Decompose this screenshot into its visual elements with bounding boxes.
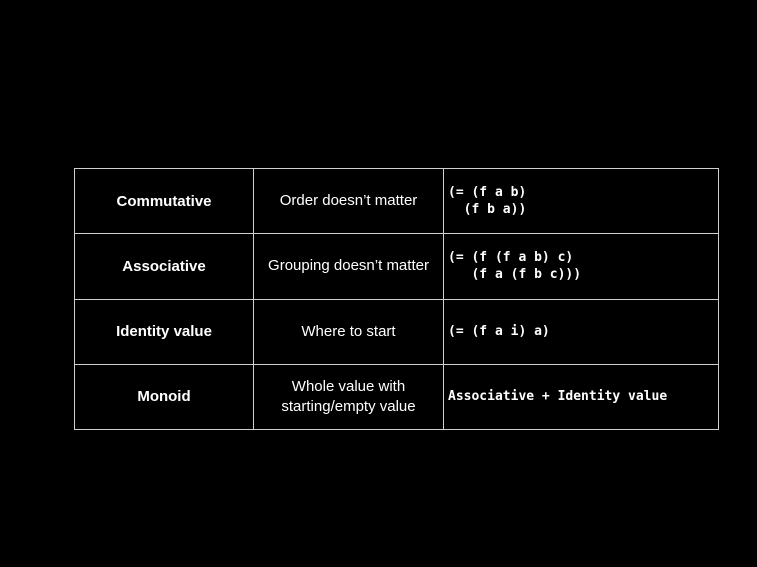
code-cell: [444, 364, 719, 429]
code-line: (f b a)): [448, 202, 527, 218]
table-row: [75, 299, 719, 364]
table-row: [75, 364, 719, 429]
table-row: [75, 169, 719, 234]
code-line: (f a (f b c))): [448, 267, 582, 283]
code-line: (= (f a i) a): [448, 324, 550, 340]
code-line: (= (f (f a b) c): [448, 250, 574, 266]
code-cell: [444, 299, 719, 364]
term-cell: Associative: [75, 234, 254, 299]
description-cell: Whole value with starting/empty value: [254, 364, 444, 429]
description-cell: Order doesn’t matter: [254, 169, 444, 234]
description-cell: Where to start: [254, 299, 444, 364]
table-row: [75, 234, 719, 299]
term-cell: Identity value: [75, 299, 254, 364]
properties-table: [74, 168, 719, 430]
term-cell: Monoid: [75, 364, 254, 429]
code-cell: [444, 169, 719, 234]
term-cell: Commutative: [75, 169, 254, 234]
code-line: Associative + Identity value: [448, 389, 668, 405]
description-cell: Grouping doesn’t matter: [254, 234, 444, 299]
code-line: (= (f a b): [448, 185, 527, 201]
code-cell: [444, 234, 719, 299]
